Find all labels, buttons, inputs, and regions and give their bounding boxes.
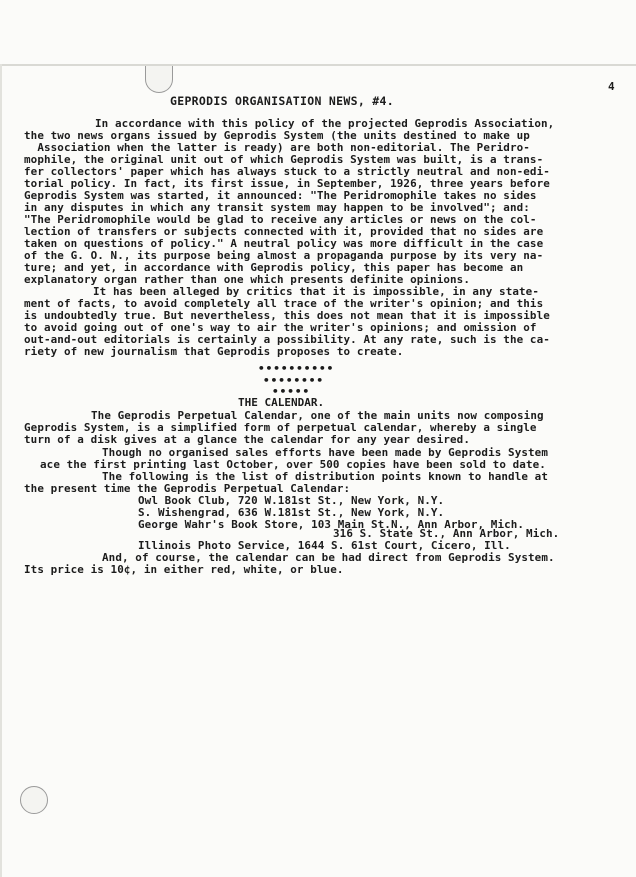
body-line: to avoid going out of one's way to air the writer's opinions; and omission of	[24, 321, 537, 334]
body-line: In accordance with this policy of the projected Geprodis Association,	[95, 117, 555, 130]
body-line: The following is the list of distribution points known to handle at	[102, 470, 548, 483]
body-line: the two news organs issued by Geprodis System (the units destined to make up	[24, 129, 530, 142]
body-line: fer collectors' paper which has always stuck to a strictly neutral and non-edi-	[24, 165, 550, 178]
punch-hole-bottom	[20, 786, 48, 814]
address-line: Owl Book Club, 720 W.181st St., New York, N.Y.	[138, 494, 445, 507]
body-line: taken on questions of policy." A neutral policy was more difficult in the case	[24, 237, 544, 250]
body-line: of the G. O. N., its purpose being almost a propaganda purpose by its very na-	[24, 249, 544, 262]
body-line: the present time the Geprodis Perpetual Calendar:	[24, 482, 351, 495]
address-line: S. Wishengrad, 636 W.181st St., New York, N.Y.	[138, 506, 445, 519]
body-line: The Geprodis Perpetual Calendar, one of the main units now composing	[91, 409, 544, 422]
body-line: turn of a disk gives at a glance the calendar for any year desired.	[24, 433, 470, 446]
body-line: lection of transfers or subjects connected with it, provided that no sides are	[24, 225, 544, 238]
body-line: ace the first printing last October, over 500 copies have been sold to date.	[40, 458, 546, 471]
body-line: explanatory organ rather than one which presents definite opinions.	[24, 273, 470, 286]
page-title: GEPRODIS ORGANISATION NEWS, #4.	[170, 94, 394, 108]
separator-dots: ••••••••••	[258, 362, 335, 375]
body-line: is undoubtedly true. But nevertheless, this does not mean that it is impossible	[24, 309, 550, 322]
body-line: mophile, the original unit out of which Geprodis System was built, is a trans-	[24, 153, 544, 166]
address-line: George Wahr's Book Store, 103 Main St.N., Ann Arbor, Mich.	[138, 518, 525, 531]
separator-dots: •••••	[272, 385, 311, 398]
address-line: 316 S. State St., Ann Arbor, Mich.	[333, 527, 560, 540]
body-line: "The Peridromophile would be glad to receive any articles or news on the col-	[24, 213, 537, 226]
body-line: riety of new journalism that Geprodis proposes to create.	[24, 345, 404, 358]
body-line: It has been alleged by critics that it is impossible, in any state-	[93, 285, 539, 298]
separator-dots: ••••••••	[263, 374, 324, 387]
address-line: Illinois Photo Service, 1644 S. 61st Court, Cicero, Ill.	[138, 539, 511, 552]
body-line: Its price is 10¢, in either red, white, or blue.	[24, 563, 344, 576]
section-heading: THE CALENDAR.	[238, 396, 325, 409]
body-line: out-and-out editorials is certainly a possibility. At any rate, such is the ca-	[24, 333, 550, 346]
body-line: Though no organised sales efforts have been made by Geprodis System	[102, 446, 548, 459]
body-line: in any disputes in which any transit system may happen to be involved"; and:	[24, 201, 530, 214]
body-line: And, of course, the calendar can be had direct from Geprodis System.	[102, 551, 555, 564]
body-line: ture; and yet, in accordance with Geprodis policy, this paper has become an	[24, 261, 524, 274]
page-number: 4	[608, 80, 615, 93]
body-line: ment of facts, to avoid completely all trace of the writer's opinion; and this	[24, 297, 544, 310]
body-line: Association when the latter is ready) are both non-editorial. The Peridro-	[24, 141, 530, 154]
paper-left-edge	[0, 64, 2, 877]
punch-hole-top	[145, 66, 173, 93]
body-line: Geprodis System was started, it announced: "The Peridromophile takes no sides	[24, 189, 537, 202]
body-line: Geprodis System, is a simplified form of perpetual calendar, whereby a single	[24, 421, 537, 434]
body-line: torial policy. In fact, its first issue, in September, 1926, three years before	[24, 177, 550, 190]
paper-top-edge	[0, 64, 636, 66]
